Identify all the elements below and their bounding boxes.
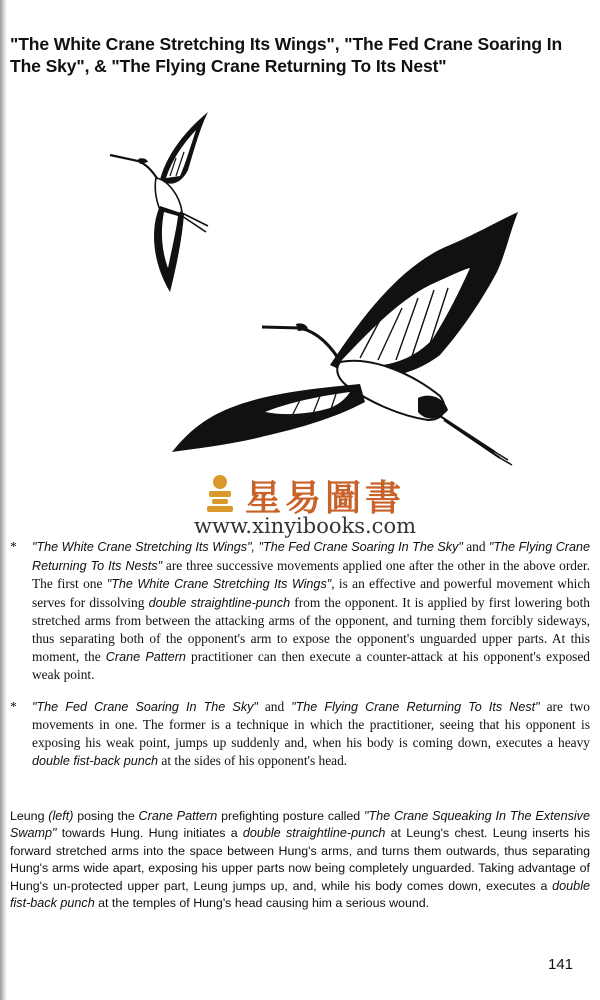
photo-caption: [10, 808, 590, 912]
italic-term: (left): [48, 809, 74, 823]
italic-term: Crane Pattern: [138, 809, 218, 823]
text-run: at the sides of his opponent's head.: [158, 752, 348, 768]
italic-term: "The White Crane Stretching Its Wings", "The Fed Crane Soaring In The Sky": [32, 540, 463, 554]
page-number: 141: [548, 956, 574, 973]
italic-term: double straightline-punch: [148, 595, 291, 610]
publisher-watermark: [185, 470, 425, 540]
text-run: at Leung's chest. Leung inserts his forward stretched arms into the space between Hung's arms, and turns them outwards, thus separating Hung's arms wide apart, exposing his upper parts now being completely unguarded. Taking advantage of Hung's un-protected upper part, Leung jumps up, and, while his body comes down, executes a: [10, 826, 590, 893]
text-run: and: [462, 539, 489, 554]
italic-term: "The White Crane Stretching Its Wings": [106, 577, 332, 592]
crane-small-icon: [110, 112, 208, 292]
text-run: are two movements in one. The former is a technique in which the practitioner, seeing that his opponent is exposing his weak point, jumps up suddenly and, when his body is coming down, executes a heavy: [32, 698, 590, 750]
text-run: at the temples of Hung's head causing him a serious wound.: [94, 896, 430, 911]
notes-section: [10, 538, 590, 784]
text-run: , is an effective and powerful movement which serves for dissolving: [32, 576, 591, 610]
publisher-logo-icon: [205, 473, 235, 518]
watermark-url: www.xinyibooks.com: [194, 514, 416, 538]
text-run: from the opponent. It is applied by first lowering both stretched arms from between the attacking arms of the opponent, and turning them forcibly sideways, thus separating both of the opponent's arm to expose the opponent's unguarded upper parts. At this moment, the: [32, 594, 590, 664]
italic-term: double fist-back punch: [10, 878, 590, 911]
italic-term: Crane Pattern: [105, 649, 186, 664]
page-title: "The White Crane Stretching Its Wings", "The Fed Crane Soaring In The Sky", & "The Flying Crane Returning To Its Nest": [10, 34, 563, 76]
watermark-chinese: 星易圖書: [244, 477, 405, 519]
italic-term: "The Fed Crane Soaring In The Sky": [32, 699, 258, 714]
text-run: Leung: [10, 809, 49, 823]
note-paragraph: [10, 698, 590, 770]
italic-term: "The Crane Squeaking In The Extensive Swamp": [10, 809, 590, 841]
note-bullet: *: [10, 539, 17, 554]
italic-term: "The Flying Crane Returning To Its Nest": [291, 699, 540, 714]
crane-illustration: [0, 95, 600, 475]
text-run: are three successive movements applied one after the other in the above order. The first one: [32, 557, 590, 592]
text-run: prefighting posture called: [217, 809, 364, 823]
text-run: posing the: [73, 809, 139, 823]
note-bullet: *: [10, 698, 17, 714]
text-run: practitioner can then execute a counter-attack at his opponent's exposed weak point.: [32, 648, 590, 683]
italic-term: "The Flying Crane Returning To Its Nests": [32, 540, 591, 573]
crane-large-icon: [172, 212, 518, 465]
italic-term: double straightline-punch: [242, 826, 386, 841]
note-paragraph: [10, 538, 590, 684]
text-run: and: [257, 698, 292, 714]
text-run: towards Hung. Hung initiates a: [56, 826, 243, 841]
italic-term: double fist-back punch: [32, 753, 159, 768]
